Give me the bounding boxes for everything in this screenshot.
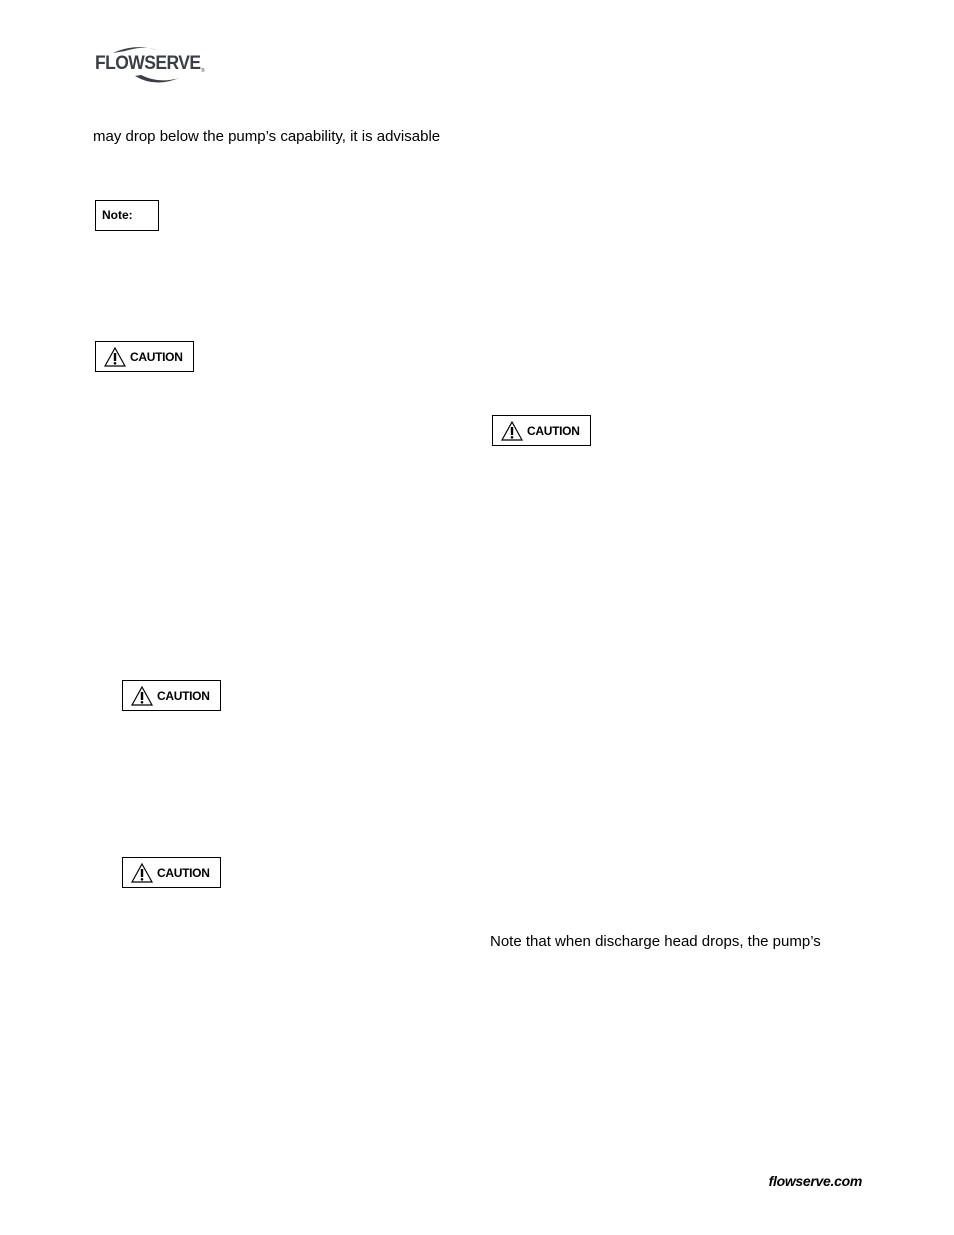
warning-triangle-icon	[131, 863, 153, 883]
logo-registered-mark: ®	[201, 68, 205, 74]
caution-label	[95, 341, 194, 372]
footer-website: flowserve.com	[768, 1173, 862, 1189]
note-label: Note:	[95, 200, 159, 231]
caution-label	[122, 857, 221, 888]
body-text-left: may drop below the pump’s capability, it is advisable	[93, 128, 441, 145]
caution-label	[122, 680, 221, 711]
body-text-right: Note that when discharge head drops, the pump’s	[490, 933, 821, 950]
caution-text: CAUTION	[130, 349, 183, 364]
flowserve-logo	[95, 44, 210, 88]
caution-text: CAUTION	[157, 688, 210, 703]
logo-wordmark: FLOWSERVE	[95, 53, 201, 74]
caution-text: CAUTION	[157, 865, 210, 880]
warning-triangle-icon	[131, 686, 153, 706]
warning-triangle-icon	[104, 347, 126, 367]
caution-label	[492, 415, 591, 446]
warning-triangle-icon	[501, 421, 523, 441]
caution-text: CAUTION	[527, 423, 580, 438]
